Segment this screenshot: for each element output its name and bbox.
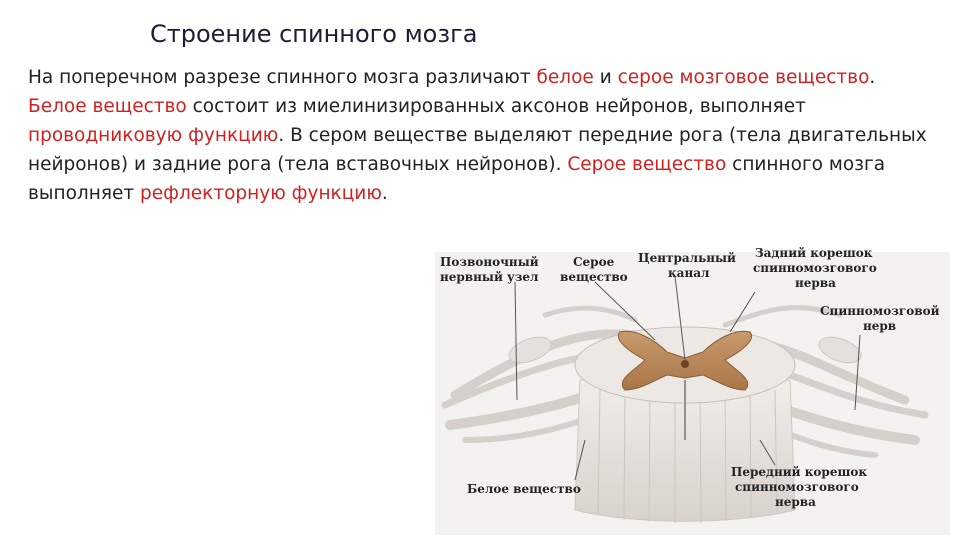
label-gray-matter: Серое xyxy=(573,255,615,269)
highlight-gray-matter-2: Серое вещество xyxy=(567,154,727,175)
highlight-white-matter: белое xyxy=(536,67,594,88)
highlight-gray-matter: серое мозговое вещество xyxy=(617,67,870,88)
label-spinal-nerve: Спинномозговой xyxy=(820,304,940,318)
text-run: . xyxy=(869,67,876,88)
label-ventral-root: Передний корешок xyxy=(731,465,868,479)
label-white-matter: Белое вещество xyxy=(467,482,581,496)
label-dorsal-root-line2: спинномозгового xyxy=(753,261,877,275)
label-gray-matter-line2: вещество xyxy=(560,270,628,284)
central-canal xyxy=(681,360,689,368)
spinal-cord-illustration xyxy=(435,240,950,535)
highlight-white-matter-2: Белое вещество xyxy=(28,96,187,117)
label-ventral-root-line2: спинномозгового xyxy=(735,480,859,494)
text-run: На поперечном разрезе спинного мозга различают xyxy=(28,67,537,88)
highlight-conductive-function: проводниковую функцию xyxy=(28,125,279,146)
label-ganglion: Позвоночный xyxy=(440,255,539,269)
label-dorsal-root: Задний корешок xyxy=(755,246,873,260)
label-spinal-nerve-line2: нерв xyxy=(863,319,897,333)
text-run: . xyxy=(381,183,388,204)
text-run: состоит из миелинизированных аксонов нейронов, выполняет xyxy=(186,96,806,117)
highlight-reflex-function: рефлекторную функцию xyxy=(140,183,382,204)
label-ganglion-line2: нервный узел xyxy=(440,270,539,284)
text-run: и xyxy=(593,67,618,88)
label-ventral-root-line3: нерва xyxy=(775,495,816,509)
text-run: спинного мозга выполняет xyxy=(28,154,886,204)
body-paragraph xyxy=(28,63,938,208)
label-central-canal: Центральный xyxy=(638,251,736,265)
slide-title: Строение спинного мозга xyxy=(150,20,478,48)
label-dorsal-root-line3: нерва xyxy=(795,276,836,290)
text-run: . В сером веществе выделяют передние рога (тела двигательных нейронов) и задние рога (тела вставочных нейронов). xyxy=(28,125,927,175)
label-central-canal-line2: канал xyxy=(668,266,710,280)
